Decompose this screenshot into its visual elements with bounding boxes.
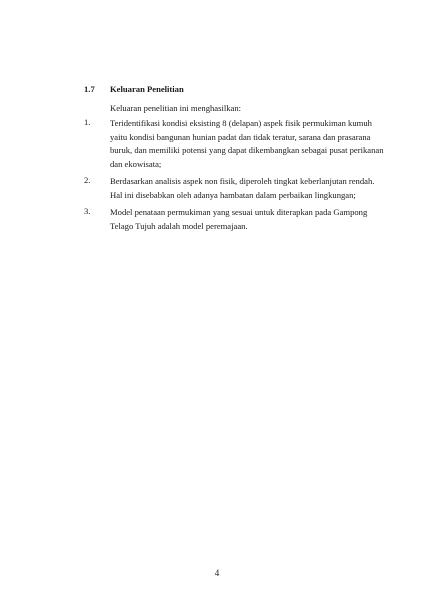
list-item-text <box>110 206 368 233</box>
intro-paragraph: Keluaran penelitian ini menghasilkan: <box>110 103 242 113</box>
list-item-number: 2. <box>84 175 91 185</box>
output-list <box>84 117 384 237</box>
list-item-text <box>110 117 384 171</box>
text-line: Teridentifikasi kondisi eksisting 8 (delapan) aspek fisik permukiman kumuh <box>110 118 372 128</box>
text-line: Hal ini disebabkan oleh adanya hambatan dalam perbaikan lingkungan; <box>110 189 356 200</box>
section-heading <box>84 84 184 94</box>
list-item-text <box>110 175 375 202</box>
text-line: Berdasarkan analisis aspek non fisik, diperoleh tingkat keberlanjutan rendah. <box>110 176 375 186</box>
page-number: 4 <box>214 568 220 578</box>
text-line: Model penataan permukiman yang sesuai untuk diterapkan pada Gampong <box>110 207 368 217</box>
section-title: Keluaran Penelitian <box>110 84 184 94</box>
text-line: dan ekowisata; <box>110 158 162 169</box>
list-item <box>84 117 384 171</box>
text-line: yaitu kondisi bangunan hunian padat dan tidak teratur, sarana dan prasarana <box>110 131 371 142</box>
text-line: buruk, dan memiliki potensi yang dapat dikembangkan sebagai pusat perikanan <box>110 145 384 155</box>
section-number: 1.7 <box>84 84 95 94</box>
list-item <box>84 206 368 233</box>
text-line: Telago Tujuh adalah model peremajaan. <box>110 220 248 231</box>
list-item-number: 1. <box>84 117 91 127</box>
list-item-number: 3. <box>84 206 91 216</box>
list-item <box>84 175 375 202</box>
